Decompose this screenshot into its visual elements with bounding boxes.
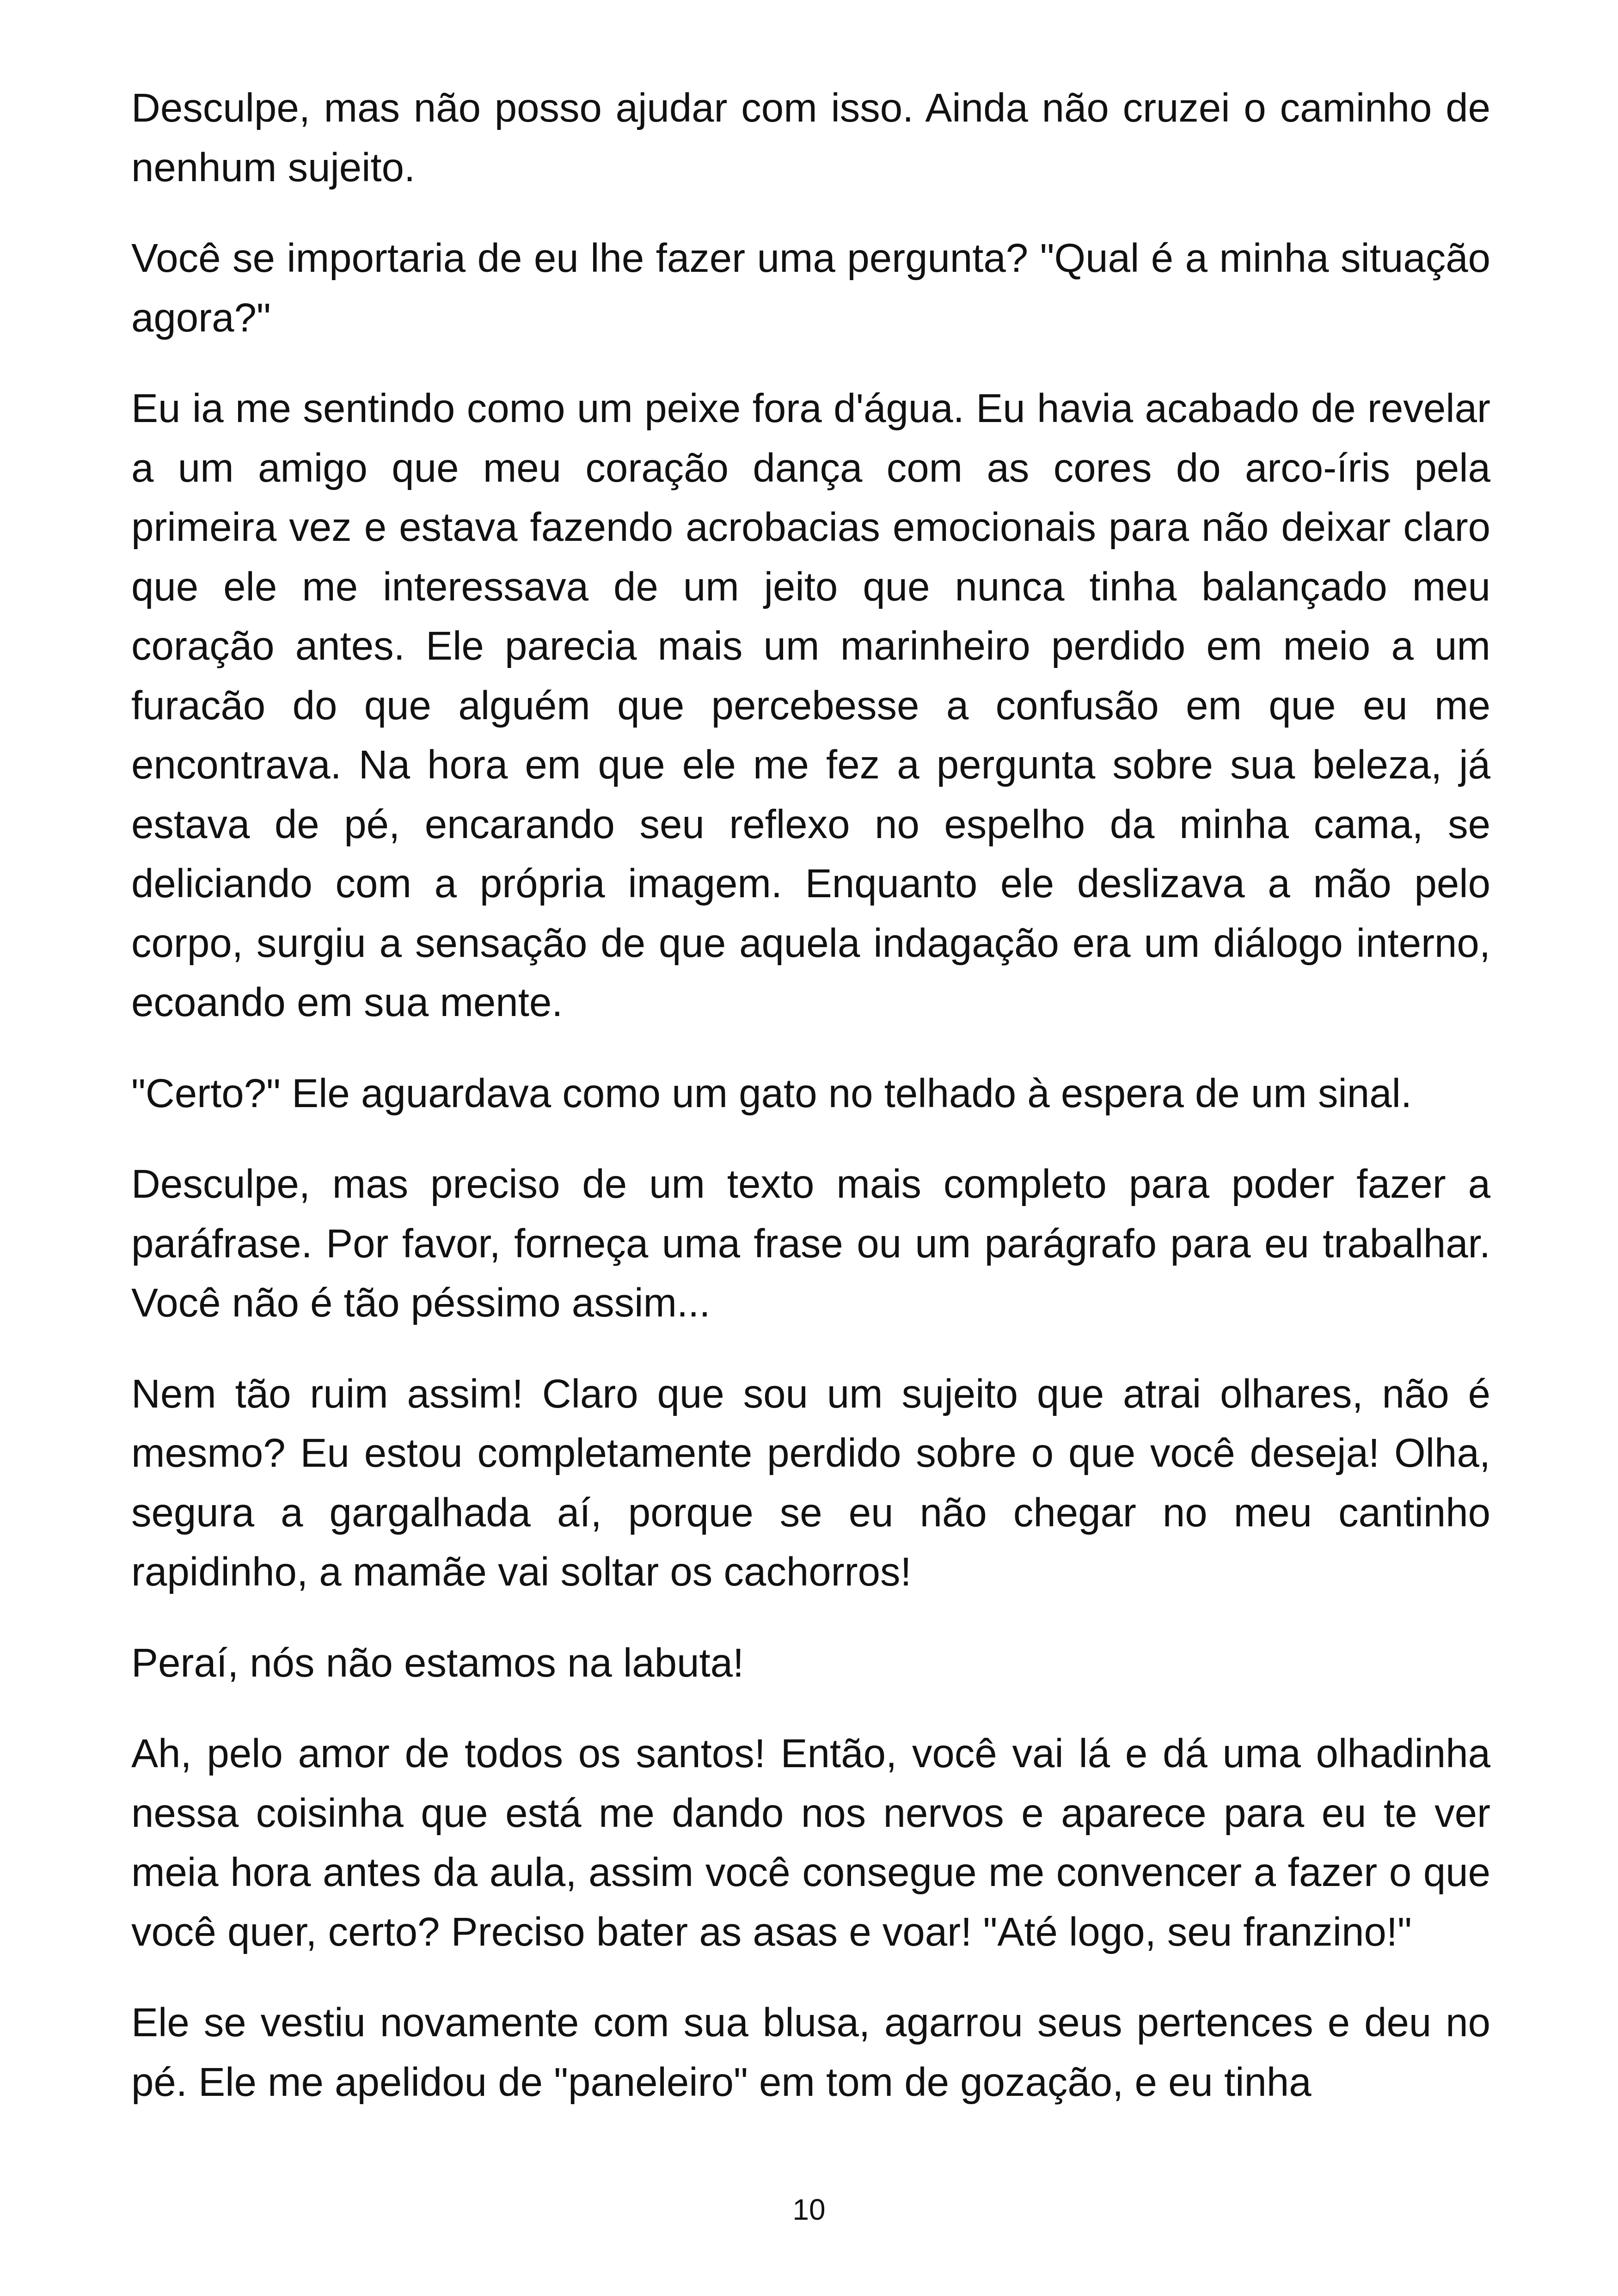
paragraph: Ele se vestiu novamente com sua blusa, agarrou seus pertences e deu no pé. Ele me apelidou de "paneleiro" em tom de gozação, e eu tinha — [131, 2000, 1490, 2105]
paragraph: Peraí, nós não estamos na labuta! — [131, 1640, 744, 1685]
paragraph: "Certo?" Ele aguardava como um gato no telhado à espera de um sinal. — [131, 1071, 1412, 1116]
body-text — [131, 79, 1490, 2112]
paragraph: Desculpe, mas preciso de um texto mais completo para poder fazer a paráfrase. Por favor, forneça uma frase ou um parágrafo para eu trabalhar. Você não é tão péssimo assim... — [131, 1162, 1490, 1325]
paragraph: Eu ia me sentindo como um peixe fora d'água. Eu havia acabado de revelar a um amigo que meu coração dança com as cores do arco-íris pela primeira vez e estava fazendo acrobacias emocionais para não deixar claro que ele me interessava de um jeito que nunca tinha balançado meu coração antes. Ele parecia mais um marinheiro perdido em meio a um furacão do que alguém que percebesse a confusão em que eu me encontrava. Na hora em que ele me fez a pergunta sobre sua beleza, já estava de pé, encarando seu reflexo no espelho da minha cama, se deliciando com a própria imagem. Enquanto ele deslizava a mão pelo corpo, surgiu a sensação de que aquela indagação era um diálogo interno, ecoando em sua mente. — [131, 386, 1490, 1025]
paragraph: Nem tão ruim assim! Claro que sou um sujeito que atrai olhares, não é mesmo? Eu estou completamente perdido sobre o que você deseja! Olha, segura a gargalhada aí, porque se eu não chegar no meu cantinho rapidinho, a mamãe vai soltar os cachorros! — [131, 1371, 1490, 1594]
page-number: 10 — [792, 2193, 826, 2226]
paragraph: Você se importaria de eu lhe fazer uma pergunta? "Qual é a minha situação agora?" — [131, 236, 1490, 340]
paragraph: Desculpe, mas não posso ajudar com isso. Ainda não cruzei o caminho de nenhum sujeito. — [131, 86, 1490, 190]
paragraph: Ah, pelo amor de todos os santos! Então, você vai lá e dá uma olhadinha nessa coisinha que está me dando nos nervos e aparece para eu te ver meia hora antes da aula, assim você consegue me convencer a fazer o que você quer, certo? Preciso bater as asas e voar! "Até logo, seu franzino!" — [131, 1731, 1490, 1954]
